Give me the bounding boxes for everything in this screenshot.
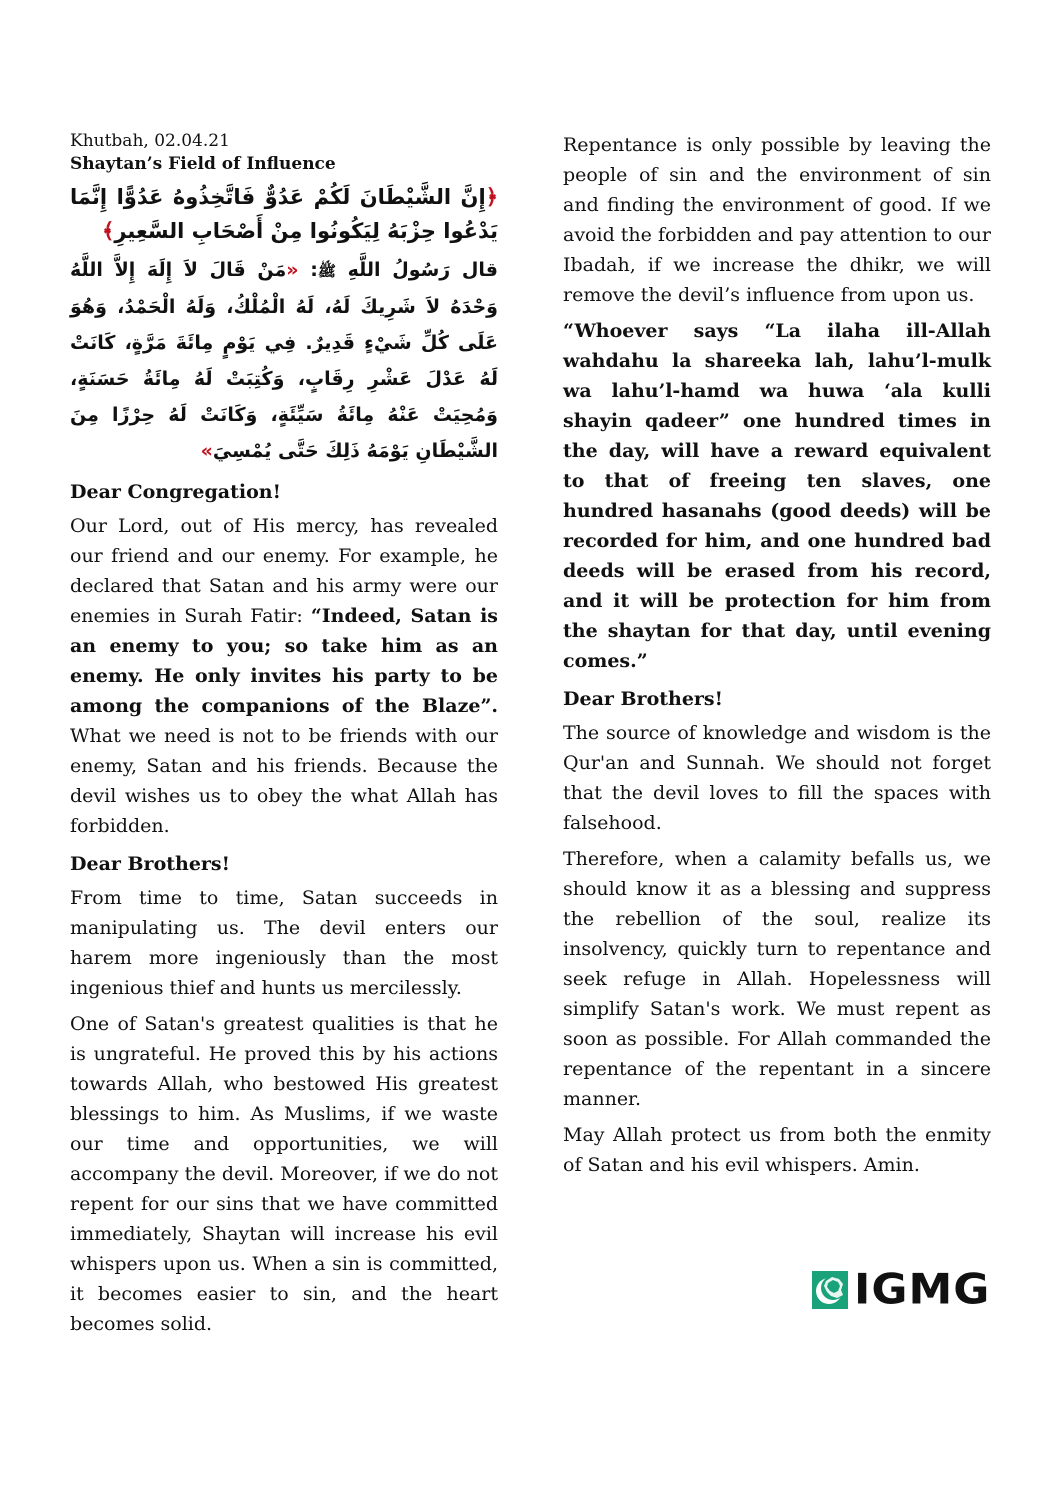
hadith-arabic [70, 252, 498, 469]
ayah-close-ornament: ﴾ [102, 219, 115, 243]
heading-dear-brothers-2: Dear Brothers! [563, 688, 723, 710]
paragraph-lord-mercy [70, 511, 498, 841]
hadith-open-quote: « [286, 259, 299, 281]
crescent-map-icon-svg [812, 1271, 848, 1309]
hadith-close-quote: » [200, 440, 213, 462]
paragraph-satan-succeeds: From time to time, Satan succeeds in manipulating us. The devil enters our harem more ingeniously than the most ingenious thief and hunts us mercilessly. [70, 887, 498, 999]
igmg-logo [812, 1265, 991, 1314]
paragraph-text: Our Lord, out of His mercy, has revealed our friend and our enemy. For example, he declared that Satan and his army were our enemies in Surah Fatir: [70, 515, 498, 627]
khutbah-date: Khutbah, 02.04.21 [70, 131, 230, 151]
left-column [70, 130, 498, 1345]
heading-dear-congregation: Dear Congregation! [70, 481, 281, 503]
paragraph-satan-ungrateful: One of Satan's greatest qualities is that he is ungrateful. He proved this by his actions towards Allah, who bestowed His greatest blessings to him. As Muslims, if we waste our time and opportunities, we will accompany the devil. Moreover, if we do not repent for our sins that we have committed immediately, Shaytan will increase his evil whispers upon us. When a sin is committed, it becomes easier to sin, and the heart becomes solid. [70, 1013, 498, 1335]
paragraph-repentance: Repentance is only possible by leaving the people of sin and the environment of sin and finding the environment of good. If we avoid the forbidden and pay attention to our Ibadah, if we increase the dhikr, we will remove the devil’s influence from upon us. [563, 134, 991, 306]
ayah-text: إِنَّ الشَّيْطَانَ لَكُمْ عَدُوٌّ فَاتَّخِذُوهُ عَدُوًّا إِنَّمَا يَدْعُوا حِزْبَهُ لِيَكُونُوا مِنْ أَصْحَابِ السَّعِيرِ [70, 185, 498, 243]
khutbah-title: Shaytan’s Field of Influence [70, 154, 336, 174]
hadith-text: مَنْ قَالَ لاَ إِلَهَ إِلاَّ اللَّهُ وَحْدَهُ لاَ شَرِيكَ لَهُ، لَهُ الْمُلْكُ، وَلَهُ الْحَمْدُ، وَهُوَ عَلَى كُلِّ شَيْءٍ قَدِيرٌ. فِي يَوْمٍ مِائَةَ مَرَّةٍ، كَانَتْ لَهُ عَدْلَ عَشْرِ رِقَابٍ، وَكُتِبَتْ لَهُ مِائَةُ حَسَنَةٍ، وَمُحِيَتْ عَنْهُ مِائَةُ سَيِّئَةٍ، وَكَانَتْ لَهُ حِرْزًا مِنَ الشَّيْطَانِ يَوْمَهُ ذَلِكَ حَتَّى يُمْسِيَ [70, 259, 498, 462]
crescent-map-icon [812, 1271, 848, 1309]
hadith-translation: “Whoever says “La ilaha ill-Allah wahdahu la shareeka lah, lahu’l-mulk wa lahu’l-hamd wa huwa ‘ala kulli shayin qadeer” one hundred times in the day, will have a reward equivalent to that of freeing ten slaves, one hundred hasanahs (good deeds) will be recorded for him, and one hundred bad deeds will be erased from his record, and it will be protection for him from the shaytan for that day, until evening comes.” [563, 320, 991, 672]
heading-dear-brothers: Dear Brothers! [70, 853, 230, 875]
paragraph-calamity: Therefore, when a calamity befalls us, we should know it as a blessing and suppress the rebellion of the soul, realize its insolvency, quickly turn to repentance and seek refuge in Allah. Hopelessness will simplify Satan's work. We must repent as soon as possible. For Allah commanded the repentance of the repentant in a sincere manner. [563, 848, 991, 1110]
salawat-icon: ﷺ [317, 262, 336, 280]
hadith-intro: قال رَسُولُ اللَّهِ [347, 259, 498, 281]
quran-ayah [70, 180, 498, 248]
paragraph-closing-dua: May Allah protect us from both the enmity of Satan and his evil whispers. Amin. [563, 1124, 991, 1176]
paragraph-source-knowledge: The source of knowledge and wisdom is the Qur'an and Sunnah. We should not forget that the devil loves to fill the spaces with falsehood. [563, 722, 991, 834]
right-column [563, 130, 991, 1186]
logo-wordmark: IGMG [854, 1265, 991, 1314]
paragraph-text: What we need is not to be friends with our enemy, Satan and his friends. Because the devil wishes us to obey the what Allah has forbidden. [70, 725, 498, 837]
hadith-colon: : [310, 259, 318, 281]
ayah-open-ornament: ﴿ [485, 185, 498, 209]
surah-fatir-quote: “Indeed, Satan is an enemy to you; so take him as an enemy. He only invites his party to be among the companions of the Blaze”. [70, 605, 498, 717]
